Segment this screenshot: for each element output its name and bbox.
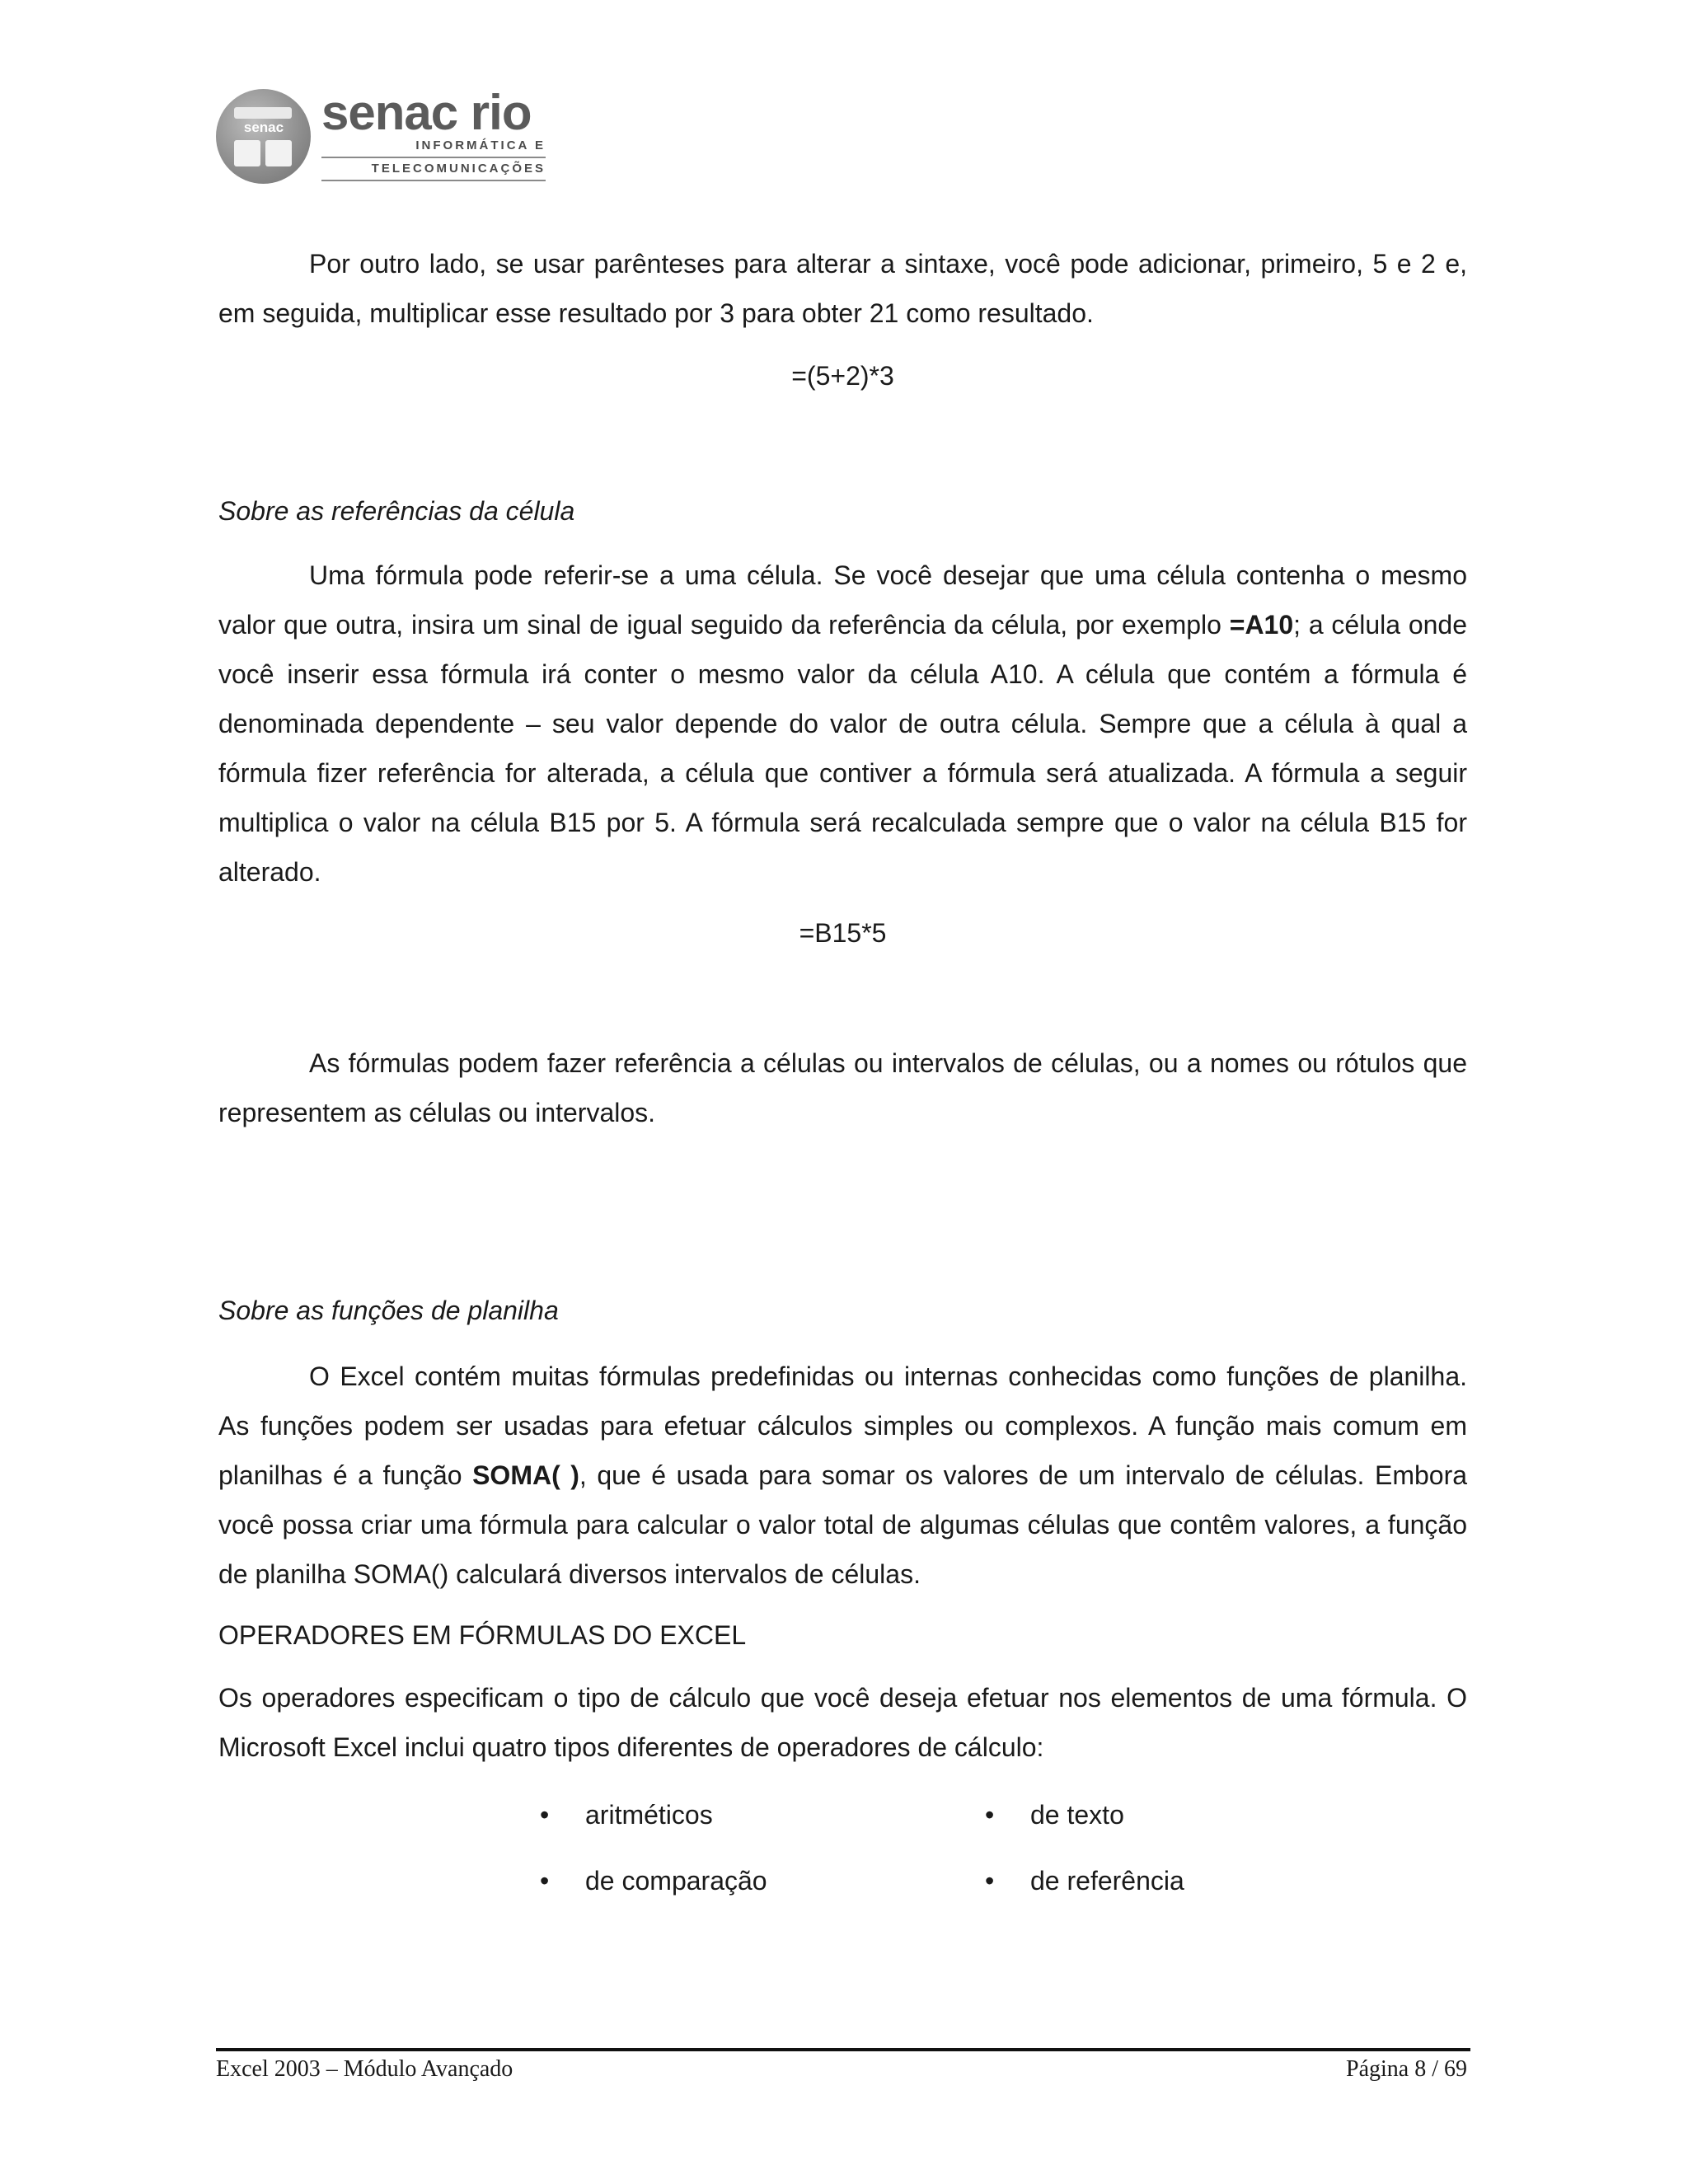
section-heading-operators: OPERADORES EM FÓRMULAS DO EXCEL [218, 1620, 747, 1650]
paragraph-operators: Os operadores especificam o tipo de cálculo que você deseja efetuar nos elementos de uma fórmula. O Microsoft Excel inclui quatro tipos diferentes de operadores de cálculo: [218, 1683, 1467, 1762]
logo-divider [321, 180, 546, 181]
senac-logo-icon [216, 89, 311, 184]
logo-name: senac rio [321, 85, 532, 140]
paragraph-parentheses: Por outro lado, se usar parênteses para alterar a sintaxe, você pode adicionar, primeiro, 5 e 2 e, em seguida, multiplicar esse resultado por 3 para obter 21 como resultado. [218, 249, 1467, 328]
senac-rio-logo [216, 85, 554, 184]
footer-document-title: Excel 2003 – Módulo Avançado [216, 2056, 513, 2082]
list-item-label: de comparação [585, 1866, 767, 1896]
bullet-icon: • [985, 1800, 995, 1830]
logo-subtitle-1: INFORMÁTICA E [415, 138, 546, 152]
section-heading-cell-references: Sobre as referências da célula [218, 496, 575, 526]
paragraph-text: O Excel contém muitas fórmulas predefinidas ou internas conhecidas como funções de planilha. As funções podem ser usadas para efetuar cálculos simples ou complexos. A função mais comum em planilhas é a função [218, 1361, 1467, 1490]
paragraph-text: , que é usada para somar os valores de um intervalo de células. Embora você possa criar uma fórmula para calcular o valor total de algumas células que contêm valores, a função de planilha SOMA() calculará diversos intervalos de células. [218, 1460, 1468, 1589]
list-item-label: aritméticos [585, 1800, 713, 1830]
paragraph-text: ; a célula onde você inserir essa fórmula irá conter o mesmo valor da célula A10. A célula que contém a fórmula é denominada dependente – seu valor depende do valor de outra célula. Sempre que a célula à qual a fórmula fizer referência for alterada, a célula que contiver a fórmula será atualizada. A fórmula a seguir multiplica o valor na célula B15 por 5. A fórmula será recalculada sempre que o valor na célula B15 for alterado. [218, 610, 1468, 887]
logo-badge-text: senac [243, 120, 284, 135]
footer-page-number: Página 8 / 69 [1346, 2056, 1467, 2082]
paragraph-text: Uma fórmula pode referir-se a uma célula. Se você desejar que uma célula contenha o mesmo valor que outra, insira um sinal de igual seguido da referência da célula, por exemplo [218, 560, 1467, 640]
bullet-icon: • [985, 1866, 995, 1896]
paragraph-formula-references: As fórmulas podem fazer referência a células ou intervalos de células, ou a nomes ou rótulos que representem as células ou intervalos. [218, 1048, 1467, 1127]
bold-function-soma: SOMA( ) [472, 1460, 579, 1490]
list-item-label: de referência [1030, 1866, 1184, 1896]
bold-formula-a10: =A10 [1229, 610, 1294, 640]
list-item-label: de texto [1030, 1800, 1124, 1830]
paragraph-cell-references [218, 551, 1467, 897]
list-item [540, 1856, 767, 1905]
bullet-icon: • [540, 1800, 550, 1830]
list-item [985, 1856, 1184, 1905]
list-item [985, 1790, 1124, 1840]
logo-subtitle-2: TELECOMUNICAÇÕES [371, 162, 546, 176]
list-item [540, 1790, 713, 1840]
formula-example-2: =B15*5 [799, 918, 887, 948]
section-heading-worksheet-functions: Sobre as funções de planilha [218, 1296, 559, 1325]
formula-example-1: =(5+2)*3 [791, 361, 894, 391]
paragraph-worksheet-functions [218, 1352, 1467, 1599]
bullet-icon: • [540, 1866, 550, 1896]
footer-divider [216, 2048, 1470, 2051]
logo-divider [321, 157, 546, 158]
